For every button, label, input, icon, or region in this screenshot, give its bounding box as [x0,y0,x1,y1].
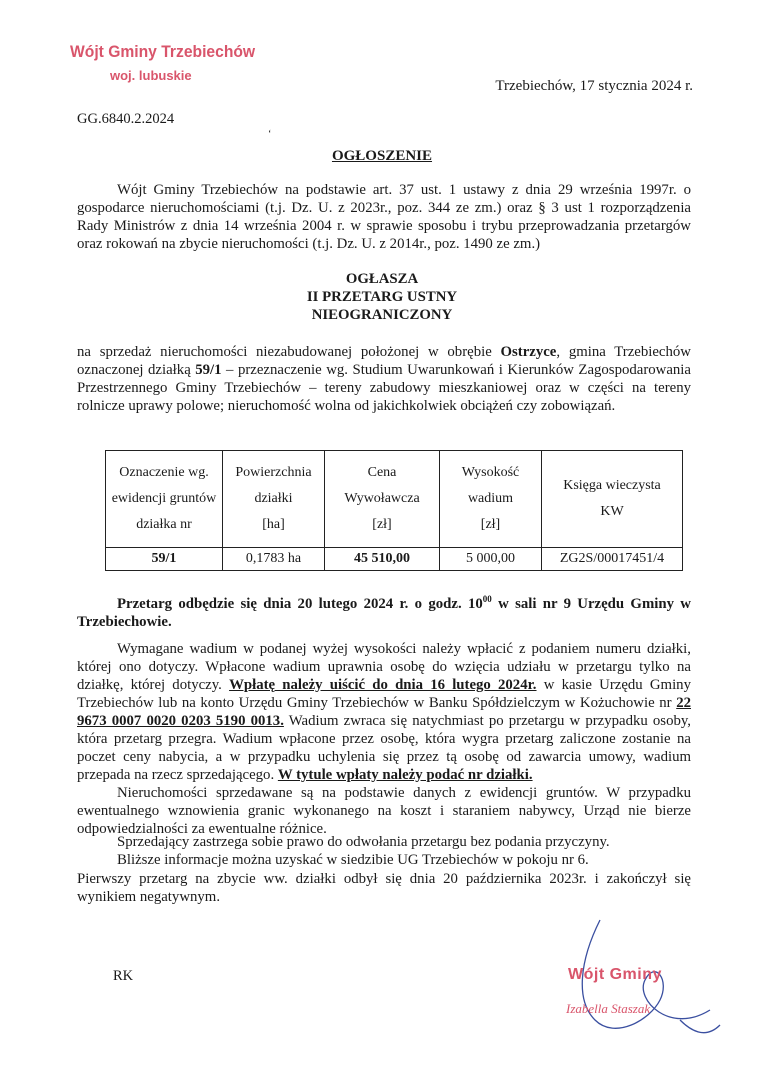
header-area [223,451,325,548]
signature-title: Wójt Gminy [568,966,662,983]
sale-locality: Ostrzyce [500,344,557,360]
stamp-office-name: Wójt Gminy Trzebiechów [70,42,256,61]
header-deposit-l2: wadium [467,491,514,506]
table-row [106,548,683,571]
auction-text-2: w sali nr 9 Urzędu Gminy w Trzebiechowie. [77,595,691,630]
auction-text-1: Przetarg odbędzie się dnia 20 lutego 2024 r. o godz. 10 [117,595,483,612]
header-price-l2: Wywoławcza [344,491,420,506]
border-paragraph: Nieruchomości sprzedawane są na podstawie danych z ewidencji gruntów. W przypadku ewentualnego wznowienia granic wykonanego na koszt i staraniem nabywcy, Urząd nie bierze odpowiedzialności za ewentualne różnice. [77,785,691,837]
author-initials: RK [113,968,134,984]
announce-line3: NIEOGRANICZONY [311,307,453,323]
header-plot-l2: ewidencji gruntów [111,491,217,506]
deposit-text-3: w kasie Urzędu Gminy Trzebiechów lub na konto Urzędu Gminy Trzebiechów w Banku Spółdzielczym w Kożuchowie nr [77,677,691,711]
header-area-l3: [ha] [262,517,285,532]
table-header-row [106,451,683,548]
header-kw [542,451,683,548]
auction-paragraph [77,590,691,631]
document-title: OGŁOSZENIE [331,148,433,164]
header-area-l2: działki [254,491,293,506]
header-kw-l2: KW [600,504,624,519]
info-paragraph: Bliższe informacje można uzyskać w siedzibie UG Trzebiechów w pokoju nr 6. [117,852,589,868]
announce-line1: OGŁASZA [345,271,419,287]
cell-price: 45 510,00 [325,548,440,571]
sale-paragraph [77,343,691,415]
header-plot-l3: działka nr [136,517,192,532]
header-plot [106,451,223,548]
sale-plot: 59/1 [195,362,222,378]
cell-deposit: 5 000,00 [440,548,542,571]
sale-text-1: na sprzedaż nieruchomości niezabudowanej położonej w obrębie [77,344,501,360]
cell-kw: ZG2S/00017451/4 [542,548,683,571]
tick-mark: ʻ [268,129,272,140]
first-auction-paragraph: Pierwszy przetarg na zbycie ww. działki odbył się dnia 20 października 2023r. i zakończył się wynikiem negatywnym. [77,871,691,905]
cell-plot: 59/1 [106,548,223,571]
announce-heading [0,270,764,324]
place-date: Trzebiechów, 17 stycznia 2024 r. [495,78,693,94]
cancel-paragraph: Sprzedający zastrzega sobie prawo do odwołania przetargu bez podania przyczyny. [117,834,610,850]
header-area-l1: Powierzchnia [235,465,312,480]
property-table [105,450,683,571]
bank-account-number: 22 9673 0007 0020 0203 5190 0013. [77,695,691,729]
header-deposit-l1: Wysokość [461,465,520,480]
header-price [325,451,440,548]
header-plot-l1: Oznaczenie wg. [119,465,209,480]
cell-area: 0,1783 ha [223,548,325,571]
sale-text-3: – przeznaczenie wg. Studium Uwarunkowań i Kierunków Zagospodarowania Przestrzennego Gminy Trzebiechów – tereny zabudowy mieszkaniowej oraz w części na tereny rolnicze uprawy polowe; nieruchomość wolna od jakichkolwiek obciążeń czy zobowiązań. [77,362,691,414]
announce-line2: II PRZETARG USTNY [306,289,458,305]
intro-paragraph: Wójt Gminy Trzebiechów na podstawie art. 37 ust. 1 ustawy z dnia 29 września 1997r. o gospodarce nieruchomościami (t.j. Dz. U. z 2023r., poz. 344 ze zm.) oraz § 3 ust 1 rozporządzenia Rady Ministrów z dnia 14 września 2004 r. w sprawie sposobu i trybu przeprowadzania przetargów oraz rokowań na zbycie nieruchomości (t.j. Dz. U. z 2014r., poz. 1490 ze zm.) [77,182,691,252]
deposit-title-note: W tytule wpłaty należy podać nr działki. [277,767,533,783]
header-price-l3: [zł] [372,517,392,532]
reference-number: GG.6840.2.2024 [77,111,175,127]
deposit-text-5: Wadium zwraca się natychmiast po przetargu w przypadku osoby, która przetarg przegra. Wadium wpłacone przez osobę, która wygra przetarg zaliczone zostanie na poczet ceny nabycia, a w przypadku uchylenia się przez tą osobę od zawarcia umowy, wadium przepada na rzecz sprzedającego. [77,713,691,783]
stamp-province: woj. lubuskie [110,68,192,83]
signature-name: Izabella Staszak [566,1001,651,1016]
header-deposit [440,451,542,548]
deposit-paragraph [77,640,691,784]
sale-text-2: , gmina Trzebiechów oznaczonej działką [77,344,691,378]
header-price-l1: Cena [367,465,397,480]
header-deposit-l3: [zł] [480,517,501,532]
deposit-text-1: Wymagane wadium w podanej wyżej wysokości należy wpłacić z podaniem numeru działki, której ono dotyczy. Wpłacone wadium uprawnia osobę do wzięcia udziału w przetargu tylko na działkę, której dotyczy. [77,641,691,693]
header-kw-l1: Księga wieczysta [563,478,661,493]
auction-hour-minutes: 00 [482,594,492,604]
deposit-deadline: Wpłatę należy uiścić do dnia 16 lutego 2024r. [229,677,537,693]
